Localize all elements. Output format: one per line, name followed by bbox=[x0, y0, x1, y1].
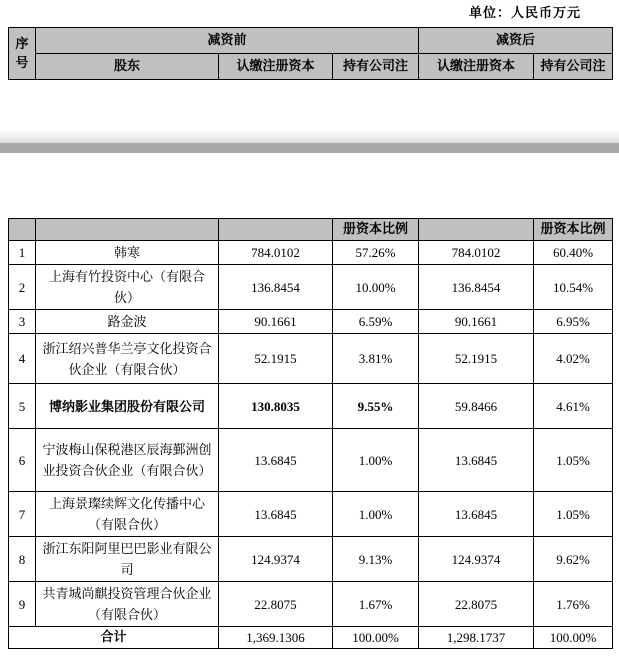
after-capital-cell: 52.1915 bbox=[419, 334, 534, 384]
row-no-cell: 3 bbox=[9, 310, 36, 334]
table-row bbox=[9, 582, 613, 627]
shareholder-name-cell: 韩寒 bbox=[36, 241, 219, 265]
before-capital-cell: 124.9374 bbox=[219, 537, 333, 582]
shareholder-name-cell: 共青城尚麒投资管理合伙企业（有限合伙） bbox=[36, 582, 219, 627]
shareholder-name-cell: 路金波 bbox=[36, 310, 219, 334]
table-total-row bbox=[9, 627, 613, 649]
before-ratio-cell: 10.00% bbox=[333, 265, 419, 310]
shareholder-name-cell: 上海景璨续辉文化传播中心（有限合伙） bbox=[36, 492, 219, 537]
after-capital-cell: 13.6845 bbox=[419, 429, 534, 492]
table-row bbox=[9, 429, 613, 492]
before-capital-cell: 90.1661 bbox=[219, 310, 333, 334]
cont-header-empty-cell bbox=[9, 219, 36, 241]
cont-header-ratio-after-cell: 册资本比例 bbox=[534, 219, 613, 241]
page-break-separator bbox=[0, 143, 619, 153]
header-ratio-before-cell: 持有公司注 bbox=[333, 54, 419, 80]
table-row bbox=[9, 310, 613, 334]
after-ratio-cell: 1.05% bbox=[534, 492, 613, 537]
page-break-shadow bbox=[0, 130, 619, 143]
before-capital-cell: 52.1915 bbox=[219, 334, 333, 384]
after-ratio-cell: 9.62% bbox=[534, 537, 613, 582]
before-ratio-cell: 1.67% bbox=[333, 582, 419, 627]
table-row bbox=[9, 265, 613, 310]
header-after-group-cell: 减资后 bbox=[419, 28, 613, 54]
shareholder-name-cell: 宁波梅山保税港区辰海鄞洲创业投资合伙企业（有限合伙） bbox=[36, 429, 219, 492]
before-capital-cell: 130.8035 bbox=[219, 384, 333, 429]
row-no-cell: 5 bbox=[9, 384, 36, 429]
after-ratio-cell: 1.76% bbox=[534, 582, 613, 627]
before-ratio-cell: 3.81% bbox=[333, 334, 419, 384]
before-capital-cell: 136.8454 bbox=[219, 265, 333, 310]
row-no-cell: 9 bbox=[9, 582, 36, 627]
total-after-ratio-cell: 100.00% bbox=[534, 627, 613, 649]
total-label-cell: 合计 bbox=[9, 627, 219, 649]
cont-header-ratio-before-cell: 册资本比例 bbox=[333, 219, 419, 241]
after-capital-cell: 136.8454 bbox=[419, 265, 534, 310]
row-no-cell: 2 bbox=[9, 265, 36, 310]
total-before-ratio-cell: 100.00% bbox=[333, 627, 419, 649]
after-ratio-cell: 4.02% bbox=[534, 334, 613, 384]
table-row bbox=[9, 537, 613, 582]
table-row bbox=[9, 241, 613, 265]
table-row bbox=[9, 384, 613, 429]
capital-table-body-fragment bbox=[8, 218, 613, 649]
shareholder-name-cell: 浙江东阳阿里巴巴影业有限公司 bbox=[36, 537, 219, 582]
unit-label: 单位：人民币万元 bbox=[468, 6, 581, 21]
cont-header-empty-cell bbox=[419, 219, 534, 241]
header-subscribed-before-cell: 认缴注册资本 bbox=[219, 54, 333, 80]
after-capital-cell: 13.6845 bbox=[419, 492, 534, 537]
total-before-capital-cell: 1,369.1306 bbox=[219, 627, 333, 649]
row-no-cell: 8 bbox=[9, 537, 36, 582]
shareholder-name-cell: 浙江绍兴普华兰亭文化投资合伙企业（有限合伙） bbox=[36, 334, 219, 384]
before-capital-cell: 784.0102 bbox=[219, 241, 333, 265]
header-before-group-cell: 减资前 bbox=[36, 28, 419, 54]
header-subscribed-after-cell: 认缴注册资本 bbox=[419, 54, 534, 80]
row-no-cell: 4 bbox=[9, 334, 36, 384]
capital-table-header-fragment bbox=[8, 27, 613, 80]
header-ratio-after-cell: 持有公司注 bbox=[534, 54, 613, 80]
after-capital-cell: 124.9374 bbox=[419, 537, 534, 582]
before-ratio-cell: 1.00% bbox=[333, 429, 419, 492]
table-row bbox=[9, 334, 613, 384]
row-no-cell: 1 bbox=[9, 241, 36, 265]
before-capital-cell: 13.6845 bbox=[219, 429, 333, 492]
total-after-capital-cell: 1,298.1737 bbox=[419, 627, 534, 649]
cont-header-empty-cell bbox=[36, 219, 219, 241]
row-no-cell: 6 bbox=[9, 429, 36, 492]
table-header-continuation-row bbox=[9, 219, 613, 241]
row-no-cell: 7 bbox=[9, 492, 36, 537]
after-ratio-cell: 60.40% bbox=[534, 241, 613, 265]
before-capital-cell: 13.6845 bbox=[219, 492, 333, 537]
before-ratio-cell: 57.26% bbox=[333, 241, 419, 265]
table-header-row-groups bbox=[9, 28, 613, 54]
cont-header-empty-cell bbox=[219, 219, 333, 241]
header-seq-cell: 序号 bbox=[9, 28, 36, 80]
shareholder-name-cell: 博纳影业集团股份有限公司 bbox=[36, 384, 219, 429]
table-header-row-columns bbox=[9, 54, 613, 80]
before-ratio-cell: 6.59% bbox=[333, 310, 419, 334]
before-ratio-cell: 9.13% bbox=[333, 537, 419, 582]
after-ratio-cell: 4.61% bbox=[534, 384, 613, 429]
after-ratio-cell: 1.05% bbox=[534, 429, 613, 492]
after-ratio-cell: 6.95% bbox=[534, 310, 613, 334]
header-shareholder-cell: 股东 bbox=[36, 54, 219, 80]
after-ratio-cell: 10.54% bbox=[534, 265, 613, 310]
before-ratio-cell: 9.55% bbox=[333, 384, 419, 429]
before-capital-cell: 22.8075 bbox=[219, 582, 333, 627]
after-capital-cell: 90.1661 bbox=[419, 310, 534, 334]
after-capital-cell: 59.8466 bbox=[419, 384, 534, 429]
shareholder-name-cell: 上海有竹投资中心（有限合伙） bbox=[36, 265, 219, 310]
after-capital-cell: 22.8075 bbox=[419, 582, 534, 627]
table-row bbox=[9, 492, 613, 537]
after-capital-cell: 784.0102 bbox=[419, 241, 534, 265]
before-ratio-cell: 1.00% bbox=[333, 492, 419, 537]
